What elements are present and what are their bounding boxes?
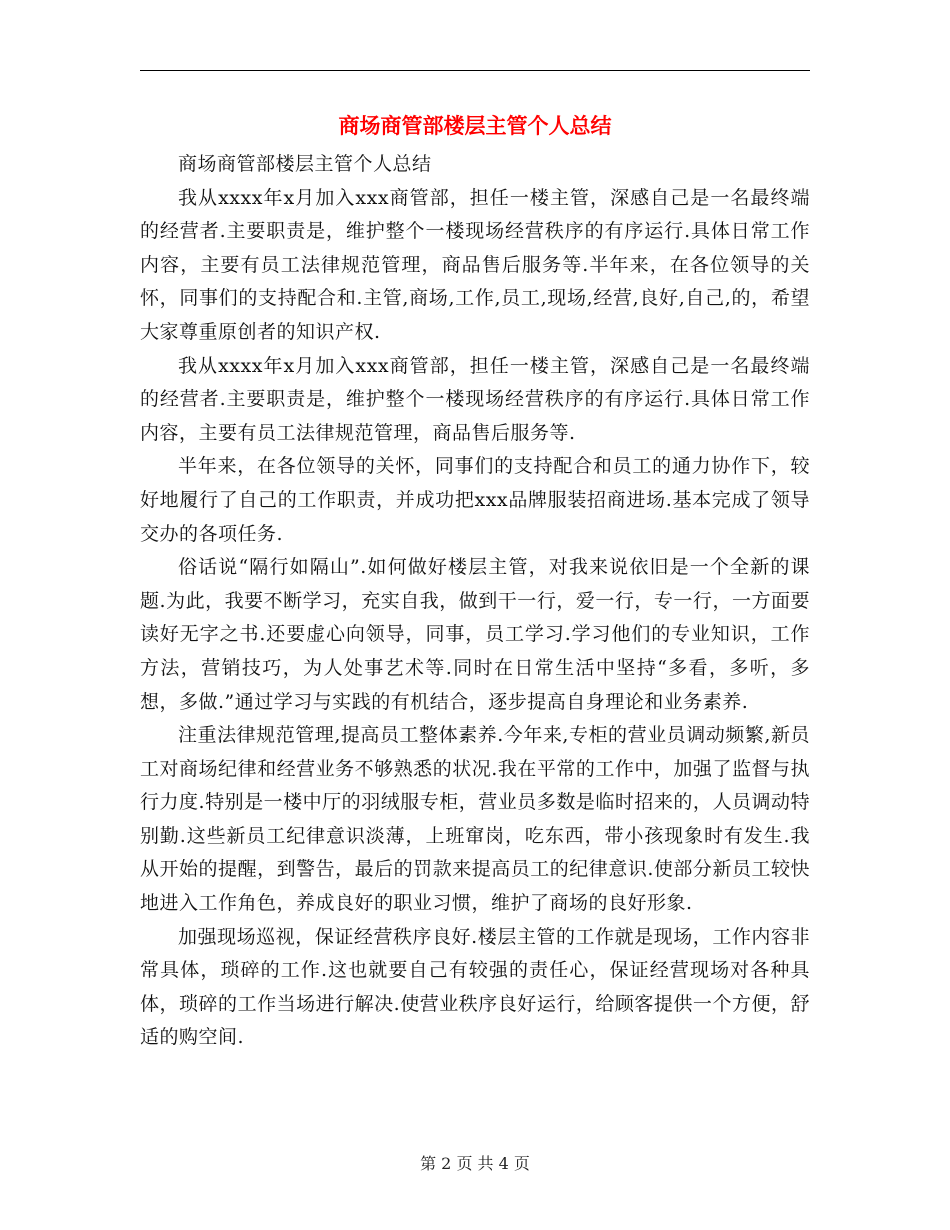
page-number: 第 2 页 共 4 页 [420,1154,530,1173]
paragraph-intro: 我从xxxx年x月加入xxx商管部，担任一楼主管，深感自己是一名最终端的经营者.主要职责是，维护整个一楼现场经营秩序的有序运行.具体日常工作内容，主要有员工法律规范管理，商品售后服务等.半年来，在各位领导的关怀，同事们的支持配合和.主管,商场,工作,员工,现场,经营,良好,自己,的，希望大家尊重原创者的知识产权. [140,186,810,343]
paragraph-site-inspection: 加强现场巡视，保证经营秩序良好.楼层主管的工作就是现场，工作内容非常具体，琐碎的工作.这也就要自己有较强的责任心，保证经营现场对各种具体，琐碎的工作当场进行解决.使营业秩序良好运行，给顾客提供一个方便，舒适的购空间. [140,925,810,1049]
paragraph-half-year: 半年来，在各位领导的关怀，同事们的支持配合和员工的通力协作下，较好地履行了自己的工作职责，并成功把xxx品牌服装招商进场.基本完成了领导交办的各项任务. [140,455,810,545]
document-body [140,148,810,1055]
paragraph-legal-management: 注重法律规范管理,提高员工整体素养.今年来,专柜的营业员调动频繁,新员工对商场纪律和经营业务不够熟悉的状况.我在平常的工作中，加强了监督与执行力度.特别是一楼中厅的羽绒服专柜，营业员多数是临时招来的，人员调动特别勤.这些新员工纪律意识淡薄，上班窜岗，吃东西，带小孩现象时有发生.我从开始的提醒，到警告，最后的罚款来提高员工的纪律意识.使部分新员工较快地进入工作角色，养成良好的职业习惯，维护了商场的良好形象. [140,724,810,915]
paragraph-subtitle: 商场商管部楼层主管个人总结 [178,153,432,175]
paragraph-intro-repeat: 我从xxxx年x月加入xxx商管部，担任一楼主管，深感自己是一名最终端的经营者.主要职责是，维护整个一楼现场经营秩序的有序运行.具体日常工作内容，主要有员工法律规范管理，商品售后服务等. [140,354,810,444]
document-title: 商场商管部楼层主管个人总结 [338,113,612,138]
paragraph-learning: 俗话说“隔行如隔山”.如何做好楼层主管，对我来说依旧是一个全新的课题.为此，我要不断学习，充实自我，做到干一行，爱一行，专一行，一方面要读好无字之书.还要虚心向领导，同事，员工学习.学习他们的专业知识，工作方法，营销技巧，为人处事艺术等.同时在日常生活中坚持“多看，多听，多想，多做.”通过学习与实践的有机结合，逐步提高自身理论和业务素养. [140,556,810,713]
header-rule [140,70,810,71]
